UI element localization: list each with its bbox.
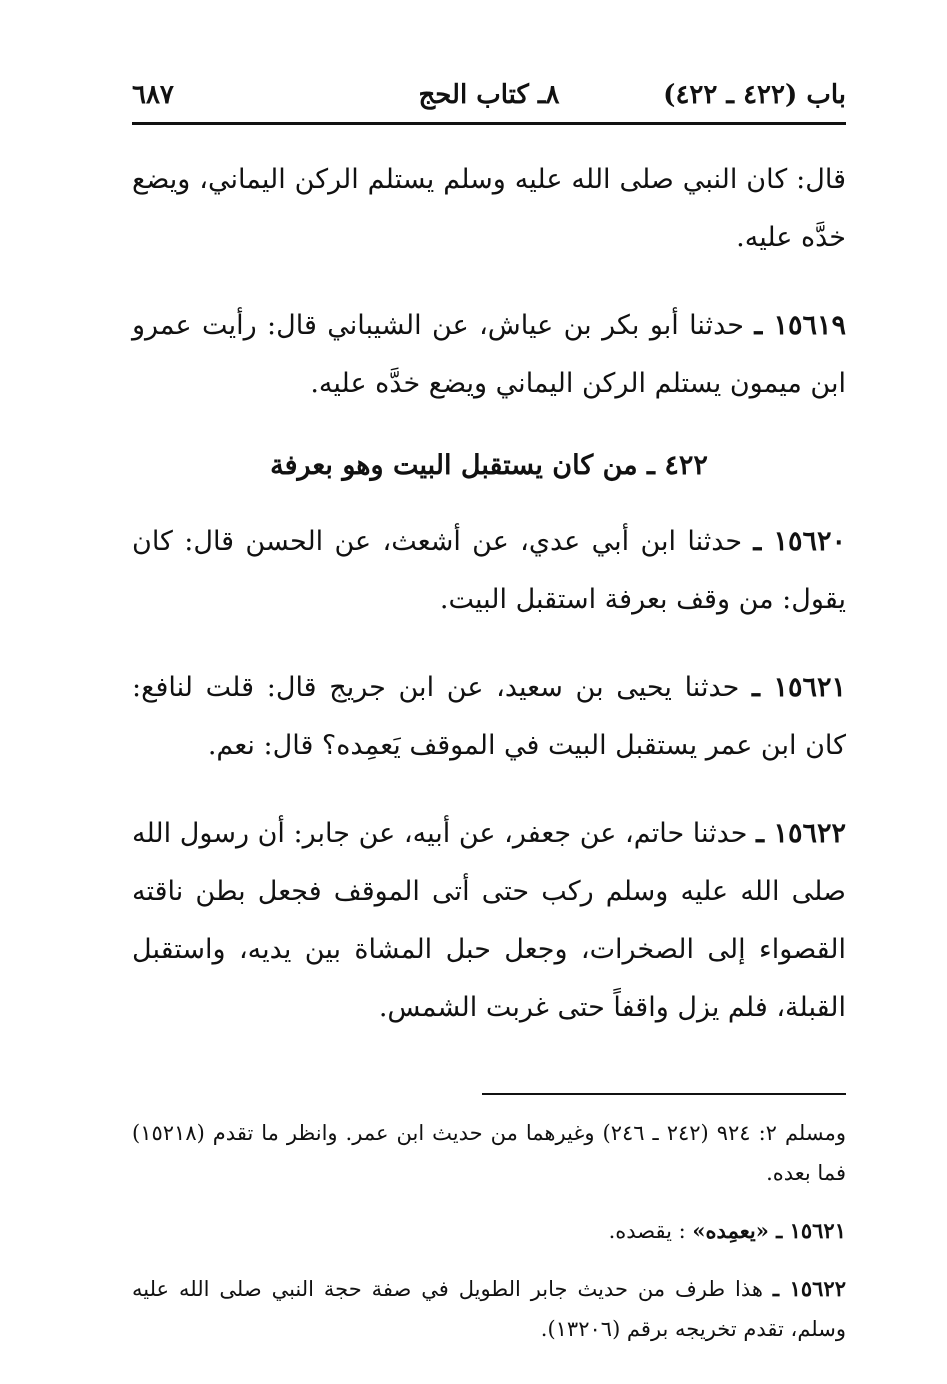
- footnote-divider: [482, 1093, 846, 1095]
- footnote-1: ومسلم ٢: ٩٢٤ (٢٤٢ ـ ٢٤٦) وغيرهما من حديث ابن عمر. وانظر ما تقدم (١٥٢١٨) فما بعده.: [132, 1121, 847, 1185]
- section-title: باب (٤٢٢ ـ ٤٢٢): [663, 80, 846, 110]
- chapter-heading: ٤٢٢ ـ من كان يستقبل البيت وهو بعرفة: [270, 450, 708, 481]
- hadith-text: حدثنا ابن أبي عدي، عن أشعث، عن الحسن قال: كان يقول: من وقف بعرفة استقبل البيت.: [132, 526, 846, 615]
- hadith-15622: [132, 805, 846, 1037]
- footnote-number: ١٥٦٢٢ ـ: [772, 1276, 846, 1301]
- footnote-15622: [132, 1269, 846, 1349]
- hadith-text: حدثنا أبو بكر بن عياش، عن الشيباني قال: رأيت عمرو ابن ميمون يستلم الركن اليماني ويضع خدَّه عليه.: [132, 310, 846, 399]
- hadith-number: ١٥٦٢١ ـ: [752, 672, 846, 703]
- hadith-text: حدثنا يحيى بن سعيد، عن ابن جريج قال: قلت لنافع: كان ابن عمر يستقبل البيت في الموقف يَعمِده؟ قال: نعم.: [132, 672, 846, 761]
- book-page: [132, 78, 846, 1349]
- running-header: [132, 78, 846, 125]
- hadith-15620: [132, 513, 846, 629]
- page-number: ٦٨٧: [132, 80, 174, 110]
- hadith-number: ١٥٦٢٠ ـ: [753, 526, 846, 557]
- book-title: ٨ـ كتاب الحج: [418, 80, 560, 110]
- footnote-text: هذا طرف من حديث جابر الطويل في صفة حجة النبي صلى الله عليه وسلم، تقدم تخريجه برقم (١٣٢٠٦).: [132, 1277, 846, 1341]
- paragraph-continuation: قال: كان النبي صلى الله عليه وسلم يستلم الركن اليماني، ويضع خدَّه عليه.: [132, 164, 846, 253]
- footnote-15621: [132, 1211, 846, 1251]
- hadith-15619: [132, 297, 846, 413]
- footnote-text: : يقصده.: [608, 1219, 686, 1243]
- hadith-number: ١٥٦٢٢ ـ: [756, 818, 846, 849]
- hadith-15621: [132, 659, 846, 775]
- hadith-text: حدثنا حاتم، عن جعفر، عن أبيه، عن جابر: أن رسول الله صلى الله عليه وسلم ركب حتى أتى الموقف فجعل بطن ناقته القصواء إلى الصخرات، وجعل حبل المشاة بين يديه، واستقبل القبلة، فلم يزل واقفاً حتى غربت الشمس.: [132, 818, 846, 1023]
- footnote-number: ١٥٦٢١ ـ «يعمِده»: [692, 1218, 846, 1243]
- hadith-number: ١٥٦١٩ ـ: [754, 310, 846, 341]
